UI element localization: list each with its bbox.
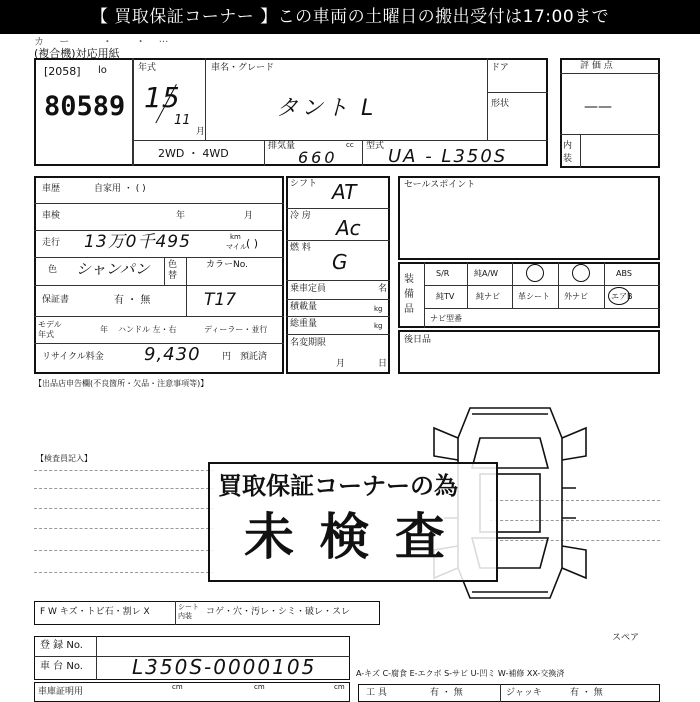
stamp-line1: 買取保証コーナーの為 (218, 472, 458, 500)
displacement-value: 660 (298, 148, 338, 167)
name-change-month: 月 (336, 359, 346, 369)
recycle-unit: 円 (222, 352, 232, 362)
year-value: 15 (144, 81, 180, 114)
color-change-label: 色替 (168, 260, 178, 281)
color-value: シャンパン (76, 260, 150, 278)
mileage-label: 走行 (42, 238, 61, 248)
sales-point-label: セールスポイント (404, 180, 476, 190)
history-label: 車歴 (42, 184, 61, 194)
cert-unit-3: cm (334, 683, 345, 691)
equip-ext-navi: 外ナビ (564, 292, 588, 301)
form-subtitle: (複合機)対応用紙 (34, 47, 120, 60)
equip-abs: ABS (616, 269, 632, 278)
later-items-label: 後日品 (404, 335, 432, 345)
month-unit: 月 (196, 127, 206, 137)
interior-rating-label: 内装 (563, 141, 573, 164)
cert-unit-1: cm (172, 683, 183, 691)
chassis-label: 車 台 No. (40, 661, 83, 672)
model-label: 車名・グレード (211, 63, 275, 73)
handle-label: ハンドル 左・右 (118, 325, 177, 334)
history-value: 自家用 ・ ( ) (94, 184, 146, 194)
displacement-label: 排気量 (268, 141, 296, 151)
equip-airbag: エアB (611, 292, 633, 301)
interior-line: コゲ・穴・汚レ・シミ・破レ・スレ (206, 607, 351, 617)
tools-value: 有 ・ 無 (430, 688, 463, 698)
mileage-unit-km: km (230, 233, 241, 241)
jack-label: ジャッキ (506, 688, 542, 698)
inspection-year: 年 (176, 211, 186, 221)
year-label: 年式 (138, 63, 157, 73)
mileage-value: 13万0千495 (84, 232, 191, 252)
lot-code: [2058] (44, 65, 81, 78)
deposit-label: 預託済 (240, 352, 268, 362)
name-change-label: 名変期限 (290, 338, 327, 348)
drive-options: 2WD ・ 4WD (158, 147, 229, 160)
fw-line: F W キズ・トビ石・割レ X (40, 607, 150, 617)
rating-label: 評 価 点 (580, 61, 613, 71)
equip-circle-marker (526, 264, 544, 282)
stamp-line2: 未 検 査 (244, 508, 449, 566)
spare-label: スペア (612, 633, 640, 643)
warranty-label: 保証書 (42, 295, 70, 305)
warranty-value: 有 ・ 無 (114, 295, 151, 306)
type-value: UA - L350S (388, 146, 508, 167)
registration-label: 登 録 No. (40, 640, 83, 651)
inspection-month: 月 (244, 211, 254, 221)
inspection-label: 車検 (42, 211, 61, 221)
mileage-unit-mile: マイル (226, 243, 247, 251)
cert-unit-2: cm (254, 683, 265, 691)
header-partial-line: カ ー ・ ・ ··· (34, 37, 169, 48)
exhibitor-notes-label: 【出品店申告欄(不良箇所・欠品・注意事項等)】 (34, 379, 209, 388)
recycle-value: 9,430 (144, 344, 201, 365)
lot-number: 80589 (44, 91, 126, 122)
model-year-label: モデル年式 (38, 320, 62, 339)
jack-value: 有 ・ 無 (570, 688, 603, 698)
shift-label: シフト (290, 179, 318, 189)
recycle-label: リサイクル料金 (42, 352, 104, 362)
gross-label: 総重量 (290, 319, 318, 329)
shift-value: AT (332, 180, 357, 204)
rating-value: —— (584, 99, 612, 115)
equip-navi: 純ナビ (476, 292, 500, 301)
later-items-block (398, 330, 660, 374)
displacement-unit: cc (346, 141, 354, 149)
shape-label: 形状 (491, 99, 510, 109)
navi-model-label: ナビ型番 (430, 314, 462, 323)
load-label: 積載量 (290, 302, 318, 312)
equip-leather: 革シート (518, 292, 550, 301)
inspector-label: 【検査員記入】 (36, 454, 92, 463)
color-label: 色 (48, 265, 58, 275)
fuel-label: 燃 料 (290, 243, 311, 253)
model-year-unit: 年 (100, 325, 108, 334)
equip-circle-marker (572, 264, 590, 282)
damage-legend: A-キズ C-腐食 E-エクボ S-サビ U-凹ミ W-補修 XX-交換済 (356, 669, 565, 678)
color-no-value: T17 (204, 290, 237, 310)
equipment-label: 装備品 (404, 274, 414, 315)
dealer-label: ディーラー・並行 (204, 325, 268, 334)
chassis-value: L350S-0000105 (132, 655, 317, 679)
color-no-label: カラーNo. (206, 260, 248, 270)
ac-value: Ac (336, 216, 361, 240)
fuel-value: G (332, 250, 348, 274)
equip-aw: 純A/W (474, 269, 499, 278)
load-unit: kg (374, 305, 383, 313)
equip-tv: 純TV (436, 292, 455, 301)
ac-label: 冷 房 (290, 211, 311, 221)
top-banner: 【 買取保証コーナー 】この車両の土曜日の搬出受付は17:00まで (0, 0, 700, 34)
interior-label: シート内装 (178, 603, 199, 620)
model-value: タント L (276, 96, 377, 121)
door-label: ドア (491, 63, 509, 73)
type-label: 型式 (366, 141, 385, 151)
capacity-label: 乗車定員 (290, 284, 327, 294)
equip-sr: S/R (436, 269, 450, 278)
capacity-unit: 名 (378, 284, 388, 294)
garage-cert-label: 車庫証明用 (38, 687, 84, 697)
name-change-day: 日 (378, 359, 388, 369)
month-value: 11 (174, 113, 191, 128)
tools-label: 工 具 (366, 688, 387, 698)
gross-unit: kg (374, 322, 383, 330)
